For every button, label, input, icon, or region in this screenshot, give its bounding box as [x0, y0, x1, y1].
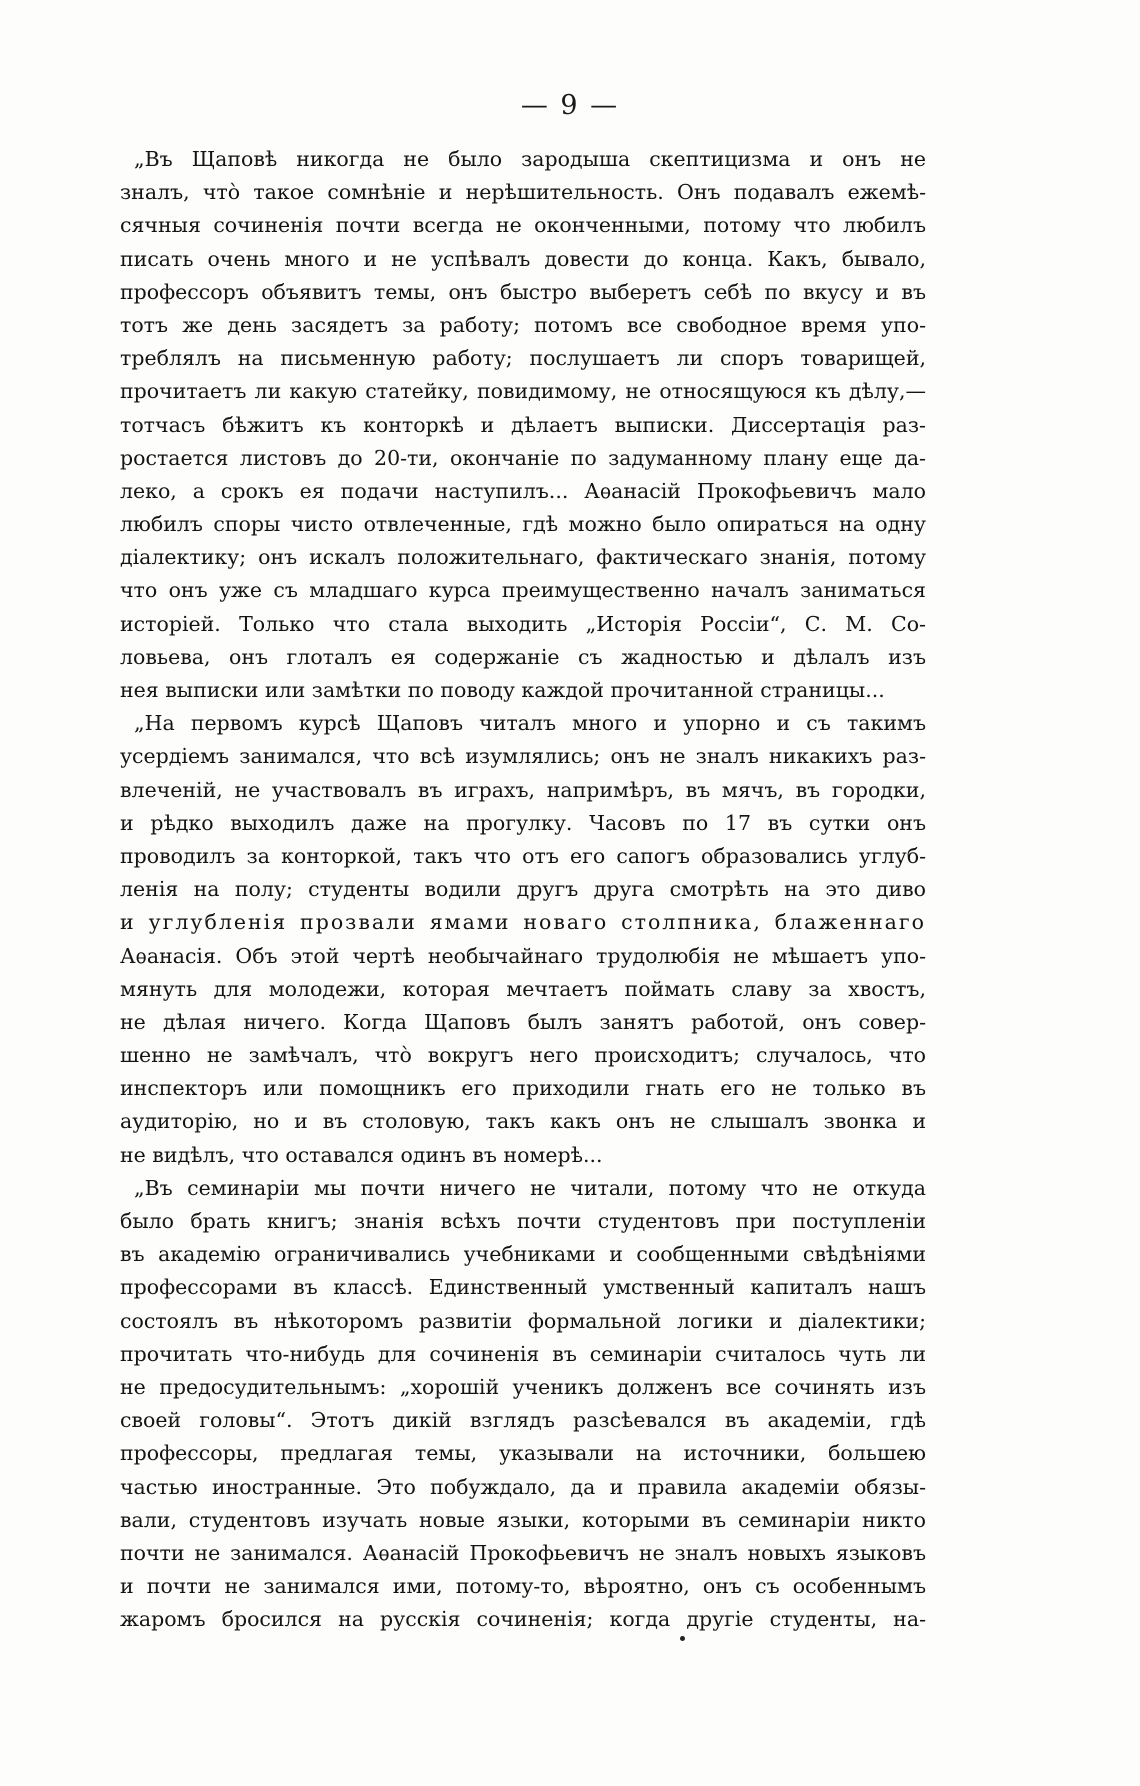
text-line: сячныя сочиненія почти всегда не оконченными, потому что любилъ — [120, 213, 926, 238]
text-line: въ академію ограничивались учебниками и сообщенными свѣдѣніями — [120, 1242, 926, 1267]
text-line: усердіемъ занимался, что всѣ изумлялись; онъ не зналъ никакихъ раз- — [120, 744, 926, 769]
text-line: почти не занимался. Аѳанасій Прокофьевичъ не зналъ новыхъ языковъ — [120, 1540, 926, 1565]
text-line: исторіей. Только что стала выходить „Исторія Россіи“, С. М. Со- — [120, 611, 926, 636]
text-line: не видѣлъ, что оставался одинъ въ номерѣ... — [120, 1142, 603, 1167]
text-line: инспекторъ или помощникъ его приходили гнать его не только въ — [120, 1076, 926, 1101]
text-line: было брать книгъ; знанія всѣхъ почти студентовъ при поступленіи — [120, 1209, 926, 1233]
text-line: нея выписки или замѣтки по поводу каждой прочитанной страницы... — [120, 678, 885, 702]
text-line: „Въ Щаповѣ никогда не было зародыша скептицизма и онъ не — [134, 147, 926, 171]
text-line: любилъ споры чисто отвлеченные, гдѣ можно было опираться на одну — [120, 512, 926, 537]
text-line: треблялъ на письменную работу; послушаетъ ли споръ товарищей, — [120, 346, 926, 371]
paragraph-2 — [120, 707, 926, 1172]
text-line: писать очень много и не успѣвалъ довести до конца. Какъ, бывало, — [120, 246, 926, 271]
text-line: вали, студентовъ изучать новые языки, которыми въ семинаріи никто — [120, 1507, 926, 1532]
paragraph-3 — [120, 1172, 926, 1637]
text-line: тотчасъ бѣжитъ къ конторкѣ и дѣлаетъ выписки. Диссертація раз- — [120, 412, 926, 437]
text-line: ростается листовъ до 20-ти, окончаніе по задуманному плану еще да- — [120, 445, 926, 470]
text-line: діалектику; онъ искалъ положительнаго, фактическаго знанія, потому — [120, 545, 926, 570]
text-line: состоялъ въ нѣкоторомъ развитіи формальной логики и діалектики; — [120, 1308, 926, 1333]
text-line: мянуть для молодежи, которая мечтаетъ поймать славу за хвостъ, — [120, 976, 926, 1001]
text-line: „Въ семинаріи мы почти ничего не читали, потому что не откуда — [134, 1175, 926, 1200]
text-line: шенно не замѣчалъ, что̀ вокругъ него происходитъ; случалось, что — [120, 1043, 926, 1068]
text-line: ленія на полу; студенты водили другъ друга смотрѣть на это диво — [120, 877, 926, 902]
text-line: и рѣдко выходилъ даже на прогулку. Часовъ по 17 въ сутки онъ — [120, 810, 926, 835]
text-line: не предосудительнымъ: „хорошій ученикъ долженъ все сочинять изъ — [120, 1374, 926, 1399]
text-line: тотъ же день засядетъ за работу; потомъ все свободное время упо- — [120, 312, 926, 337]
text-line: прочитать что-нибудь для сочиненія въ семинаріи считалось чуть ли — [120, 1341, 926, 1366]
text-line: леко, а срокъ ея подачи наступилъ... Аѳанасій Прокофьевичъ мало — [120, 478, 926, 503]
text-line: частью иностранные. Это побуждало, да и правила академіи обязы- — [120, 1474, 926, 1499]
text-line: и почти не занимался ими, потому-то, вѣроятно, онъ съ особеннымъ — [120, 1574, 926, 1599]
text-line: что онъ уже съ младшаго курса преимущественно началъ заниматься — [120, 578, 926, 603]
text-line: проводилъ за конторкой, такъ что отъ его сапогъ образовались углуб- — [120, 843, 926, 868]
text-line: ловьева, онъ глоталъ ея содержаніе съ жадностью и дѣлалъ изъ — [120, 644, 926, 669]
text-line: профессорами въ классѣ. Единственный умственный капиталъ нашъ — [120, 1275, 926, 1300]
ink-speck — [680, 1636, 685, 1641]
text-line: аудиторію, но и въ столовую, такъ какъ онъ не слышалъ звонка и — [120, 1109, 926, 1134]
text-line: своей головы“. Этотъ дикій взглядъ разсѣевался въ академіи, гдѣ — [120, 1408, 926, 1433]
text-line: жаромъ бросился на русскія сочиненія; когда другіе студенты, на- — [120, 1607, 926, 1632]
text-line: и углубленія прозвали ямами новаго столпника, блаженнаго — [120, 910, 926, 935]
text-line: „На первомъ курсѣ Щаповъ читалъ много и упорно и съ такимъ — [134, 711, 926, 736]
text-line: профессоръ объявитъ темы, онъ быстро выберетъ себѣ по вкусу и въ — [120, 279, 926, 304]
page-number: — 9 — — [520, 90, 620, 121]
text-line: не дѣлая ничего. Когда Щаповъ былъ занятъ работой, онъ совер- — [120, 1009, 926, 1034]
page-text — [120, 143, 926, 1636]
text-line: влеченій, не участвовалъ въ играхъ, напримѣръ, въ мячъ, въ городки, — [120, 777, 926, 802]
text-line: Аѳанасія. Объ этой чертѣ необычайнаго трудолюбія не мѣшаетъ упо- — [120, 943, 926, 968]
text-line: профессоры, предлагая темы, указывали на источники, большею — [120, 1441, 926, 1466]
paragraph-1 — [120, 143, 926, 707]
text-line: прочитаетъ ли какую статейку, повидимому, не относящуюся къ дѣлу,— — [120, 379, 926, 404]
text-line: зналъ, что̀ такое сомнѣніе и нерѣшительность. Онъ подавалъ ежемѣ- — [120, 180, 926, 205]
